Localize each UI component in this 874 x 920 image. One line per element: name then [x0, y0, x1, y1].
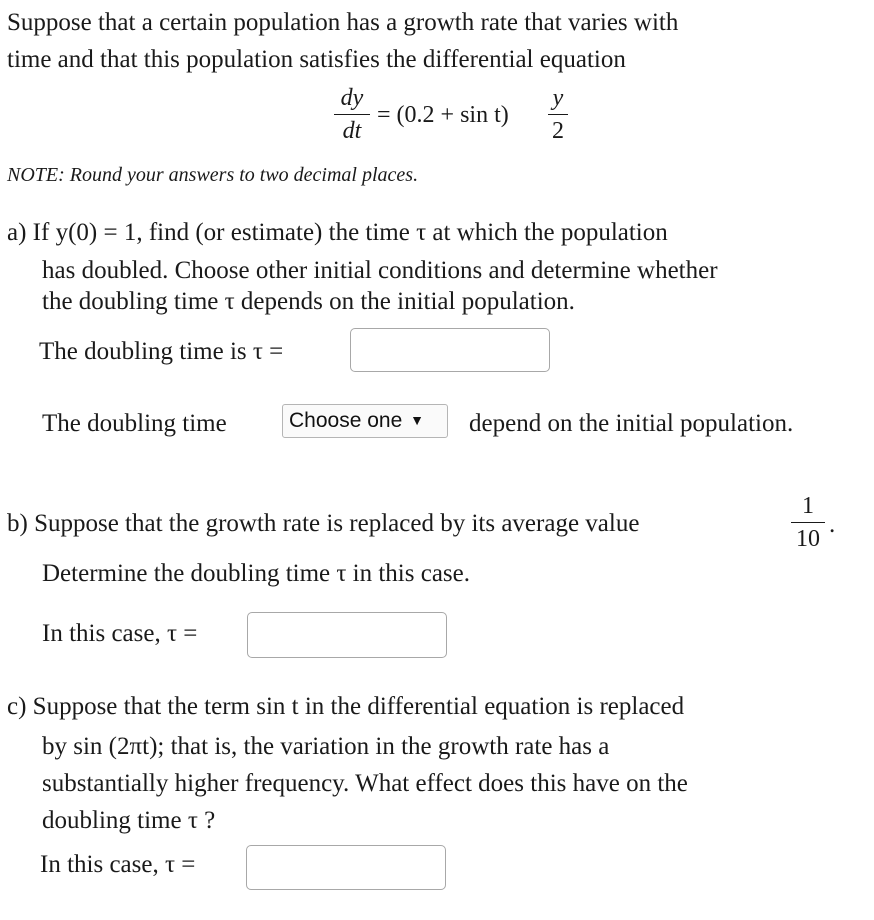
equation-rhs-fraction — [548, 84, 568, 145]
part-c-line-4: doubling time τ ? — [42, 807, 216, 834]
part-c-line-1: c) Suppose that the term sin t in the differential equation is replaced — [7, 693, 685, 720]
part-b-line-2: Determine the doubling time τ in this case. — [42, 560, 471, 587]
average-value-numerator: 1 — [802, 493, 814, 519]
depends-dropdown[interactable] — [282, 404, 448, 438]
depends-dropdown-value: Choose one — [289, 409, 403, 432]
fraction-bar — [334, 114, 370, 115]
equation-rhs-numerator: y — [552, 85, 564, 111]
part-b-answer-label: In this case, τ = — [42, 620, 198, 647]
part-a-dropdown-suffix: depend on the initial population. — [469, 410, 794, 437]
part-a-answer-label: The doubling time is τ = — [39, 338, 284, 365]
equation-middle: = (0.2 + sin t) — [377, 102, 509, 128]
part-c-line-3: substantially higher frequency. What effect does this have on the — [42, 770, 688, 797]
part-a-doubling-time-input[interactable] — [350, 328, 550, 372]
part-c-line-2: by sin (2πt); that is, the variation in the growth rate has a — [42, 733, 610, 760]
fraction-bar — [548, 114, 568, 115]
average-value-denominator: 10 — [796, 526, 820, 553]
rounding-note: NOTE: Round your answers to two decimal places. — [7, 164, 419, 186]
average-value-period: . — [829, 511, 836, 538]
intro-line-1: Suppose that a certain population has a growth rate that varies with — [7, 9, 679, 36]
part-b-line-1: b) Suppose that the growth rate is replaced by its average value — [7, 510, 640, 537]
part-b-doubling-time-input[interactable] — [247, 612, 447, 658]
equation-lhs-fraction — [334, 84, 370, 145]
equation-lhs-numerator: dy — [340, 85, 364, 111]
fraction-bar — [791, 522, 825, 523]
part-c-answer-label: In this case, τ = — [40, 851, 196, 878]
part-a-line-2: has doubled. Choose other initial conditions and determine whether — [42, 257, 718, 284]
equation-lhs-denominator: dt — [342, 118, 362, 145]
intro-line-2: time and that this population satisfies the differential equation — [7, 46, 626, 73]
part-a-line-3: the doubling time τ depends on the initial population. — [42, 288, 575, 315]
equation-rhs-denominator: 2 — [552, 118, 564, 145]
part-c-doubling-time-input[interactable] — [246, 845, 446, 890]
dropdown-arrow-icon: ▼ — [410, 412, 424, 428]
part-a-dropdown-prefix: The doubling time — [42, 410, 227, 437]
part-a-line-1: a) If y(0) = 1, find (or estimate) the time τ at which the population — [7, 219, 668, 246]
average-value-fraction — [791, 492, 825, 553]
